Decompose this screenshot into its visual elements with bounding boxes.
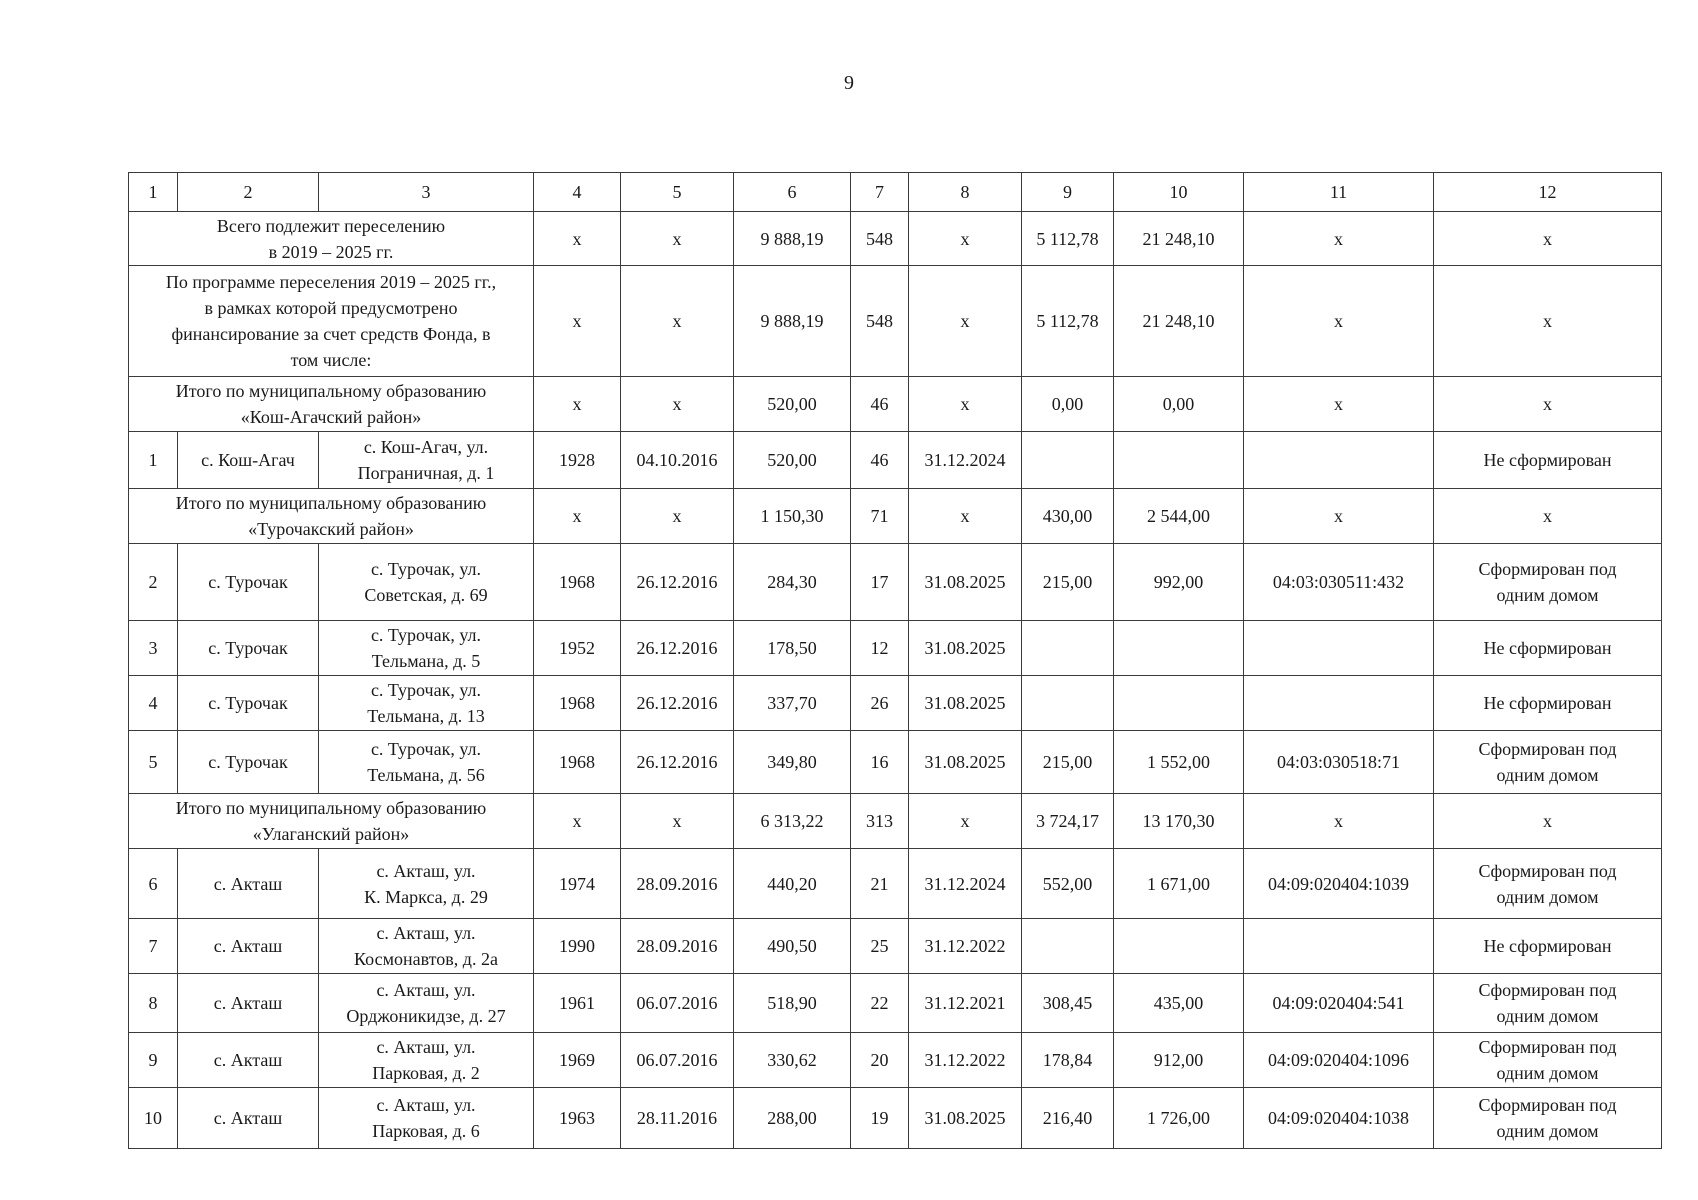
date-cell: 06.07.2016 (621, 1033, 734, 1088)
summary-value: х (621, 489, 734, 544)
summary-value: х (621, 266, 734, 377)
col9-cell: 178,84 (1022, 1033, 1114, 1088)
col10-cell: 1 671,00 (1114, 849, 1244, 919)
resettlement-table (128, 172, 1662, 1149)
summary-value: х (909, 489, 1022, 544)
table-body (129, 173, 1662, 1149)
address-cell: с. Акташ, ул. Парковая, д. 2 (319, 1033, 534, 1088)
settlement-cell: с. Турочак (178, 621, 319, 676)
settlement-cell: с. Акташ (178, 1088, 319, 1149)
header-cell: 3 (319, 173, 534, 212)
summary-row (129, 266, 1662, 377)
area-cell: 518,90 (734, 974, 851, 1033)
deadline-cell: 31.08.2025 (909, 1088, 1022, 1149)
year-cell: 1969 (534, 1033, 621, 1088)
summary-value: 548 (851, 212, 909, 266)
cadastral-number-cell (1244, 919, 1434, 974)
header-cell: 1 (129, 173, 178, 212)
header-cell: 8 (909, 173, 1022, 212)
page-number: 9 (844, 72, 854, 94)
col10-cell (1114, 676, 1244, 731)
people-cell: 26 (851, 676, 909, 731)
area-cell: 284,30 (734, 544, 851, 621)
summary-value: 1 150,30 (734, 489, 851, 544)
summary-label: Итого по муниципальному образованию «Кош-Агачский район» (129, 377, 534, 432)
people-cell: 25 (851, 919, 909, 974)
summary-value: х (1434, 794, 1662, 849)
date-cell: 06.07.2016 (621, 974, 734, 1033)
row-number: 5 (129, 731, 178, 794)
table-row (129, 919, 1662, 974)
table-row (129, 849, 1662, 919)
summary-row (129, 794, 1662, 849)
summary-value: х (621, 212, 734, 266)
summary-value: 21 248,10 (1114, 266, 1244, 377)
deadline-cell: 31.12.2024 (909, 432, 1022, 489)
col10-cell: 1 726,00 (1114, 1088, 1244, 1149)
summary-value: 3 724,17 (1022, 794, 1114, 849)
status-cell: Сформирован под одним домом (1434, 974, 1662, 1033)
summary-value: 46 (851, 377, 909, 432)
date-cell: 28.09.2016 (621, 919, 734, 974)
table-row (129, 432, 1662, 489)
summary-value: х (1434, 377, 1662, 432)
address-cell: с. Акташ, ул. К. Маркса, д. 29 (319, 849, 534, 919)
col10-cell: 1 552,00 (1114, 731, 1244, 794)
row-number: 7 (129, 919, 178, 974)
people-cell: 46 (851, 432, 909, 489)
deadline-cell: 31.12.2022 (909, 919, 1022, 974)
table-row (129, 731, 1662, 794)
cadastral-number-cell (1244, 676, 1434, 731)
summary-label: Итого по муниципальному образованию «Улаганский район» (129, 794, 534, 849)
summary-value: х (534, 212, 621, 266)
people-cell: 19 (851, 1088, 909, 1149)
address-cell: с. Акташ, ул. Орджоникидзе, д. 27 (319, 974, 534, 1033)
summary-value: 71 (851, 489, 909, 544)
year-cell: 1963 (534, 1088, 621, 1149)
table-row (129, 621, 1662, 676)
summary-value: х (534, 266, 621, 377)
table-row (129, 1088, 1662, 1149)
row-number: 8 (129, 974, 178, 1033)
summary-value: х (1244, 266, 1434, 377)
summary-value: х (1434, 489, 1662, 544)
area-cell: 330,62 (734, 1033, 851, 1088)
area-cell: 337,70 (734, 676, 851, 731)
summary-row (129, 212, 1662, 266)
col10-cell: 435,00 (1114, 974, 1244, 1033)
settlement-cell: с. Кош-Агач (178, 432, 319, 489)
settlement-cell: с. Турочак (178, 676, 319, 731)
address-cell: с. Турочак, ул. Тельмана, д. 56 (319, 731, 534, 794)
summary-value: х (1434, 266, 1662, 377)
area-cell: 288,00 (734, 1088, 851, 1149)
table-row (129, 676, 1662, 731)
summary-value: 2 544,00 (1114, 489, 1244, 544)
cadastral-number-cell: 04:09:020404:1038 (1244, 1088, 1434, 1149)
date-cell: 28.11.2016 (621, 1088, 734, 1149)
status-cell: Не сформирован (1434, 432, 1662, 489)
cadastral-number-cell (1244, 432, 1434, 489)
address-cell: с. Турочак, ул. Тельмана, д. 13 (319, 676, 534, 731)
col10-cell: 992,00 (1114, 544, 1244, 621)
people-cell: 17 (851, 544, 909, 621)
header-cell: 2 (178, 173, 319, 212)
area-cell: 349,80 (734, 731, 851, 794)
col9-cell: 308,45 (1022, 974, 1114, 1033)
deadline-cell: 31.08.2025 (909, 544, 1022, 621)
date-cell: 26.12.2016 (621, 731, 734, 794)
col10-cell (1114, 432, 1244, 489)
status-cell: Сформирован под одним домом (1434, 544, 1662, 621)
deadline-cell: 31.12.2022 (909, 1033, 1022, 1088)
header-cell: 7 (851, 173, 909, 212)
date-cell: 28.09.2016 (621, 849, 734, 919)
row-number: 2 (129, 544, 178, 621)
address-cell: с. Акташ, ул. Парковая, д. 6 (319, 1088, 534, 1149)
settlement-cell: с. Акташ (178, 919, 319, 974)
summary-value: х (1434, 212, 1662, 266)
people-cell: 12 (851, 621, 909, 676)
cadastral-number-cell: 04:09:020404:1096 (1244, 1033, 1434, 1088)
col10-cell: 912,00 (1114, 1033, 1244, 1088)
status-cell: Не сформирован (1434, 676, 1662, 731)
summary-value: х (1244, 489, 1434, 544)
summary-label: Всего подлежит переселению в 2019 – 2025 гг. (129, 212, 534, 266)
col9-cell: 552,00 (1022, 849, 1114, 919)
summary-value: 5 112,78 (1022, 212, 1114, 266)
year-cell: 1968 (534, 544, 621, 621)
col10-cell (1114, 621, 1244, 676)
summary-value: 9 888,19 (734, 266, 851, 377)
summary-value: х (1244, 377, 1434, 432)
year-cell: 1974 (534, 849, 621, 919)
area-cell: 178,50 (734, 621, 851, 676)
date-cell: 26.12.2016 (621, 544, 734, 621)
summary-value: 6 313,22 (734, 794, 851, 849)
header-cell: 5 (621, 173, 734, 212)
summary-value: х (1244, 212, 1434, 266)
summary-value: х (534, 377, 621, 432)
row-number: 1 (129, 432, 178, 489)
summary-value: х (909, 794, 1022, 849)
year-cell: 1961 (534, 974, 621, 1033)
header-cell: 11 (1244, 173, 1434, 212)
address-cell: с. Турочак, ул. Советская, д. 69 (319, 544, 534, 621)
settlement-cell: с. Турочак (178, 731, 319, 794)
status-cell: Сформирован под одним домом (1434, 849, 1662, 919)
summary-value: 13 170,30 (1114, 794, 1244, 849)
settlement-cell: с. Акташ (178, 974, 319, 1033)
cadastral-number-cell: 04:03:030518:71 (1244, 731, 1434, 794)
row-number: 4 (129, 676, 178, 731)
status-cell: Сформирован под одним домом (1434, 1088, 1662, 1149)
people-cell: 21 (851, 849, 909, 919)
status-cell: Сформирован под одним домом (1434, 1033, 1662, 1088)
summary-row (129, 489, 1662, 544)
table-row (129, 1033, 1662, 1088)
header-row (129, 173, 1662, 212)
cadastral-number-cell (1244, 621, 1434, 676)
row-number: 3 (129, 621, 178, 676)
date-cell: 26.12.2016 (621, 676, 734, 731)
date-cell: 26.12.2016 (621, 621, 734, 676)
deadline-cell: 31.08.2025 (909, 731, 1022, 794)
row-number: 10 (129, 1088, 178, 1149)
col9-cell: 216,40 (1022, 1088, 1114, 1149)
people-cell: 16 (851, 731, 909, 794)
row-number: 9 (129, 1033, 178, 1088)
summary-value: х (534, 794, 621, 849)
deadline-cell: 31.12.2021 (909, 974, 1022, 1033)
summary-value: 0,00 (1022, 377, 1114, 432)
col9-cell: 215,00 (1022, 544, 1114, 621)
settlement-cell: с. Акташ (178, 849, 319, 919)
status-cell: Не сформирован (1434, 621, 1662, 676)
settlement-cell: с. Акташ (178, 1033, 319, 1088)
summary-value: 21 248,10 (1114, 212, 1244, 266)
year-cell: 1928 (534, 432, 621, 489)
col9-cell (1022, 676, 1114, 731)
year-cell: 1990 (534, 919, 621, 974)
summary-value: 430,00 (1022, 489, 1114, 544)
status-cell: Не сформирован (1434, 919, 1662, 974)
summary-value: х (1244, 794, 1434, 849)
cadastral-number-cell: 04:09:020404:541 (1244, 974, 1434, 1033)
summary-value: х (621, 794, 734, 849)
header-cell: 12 (1434, 173, 1662, 212)
header-cell: 4 (534, 173, 621, 212)
header-cell: 6 (734, 173, 851, 212)
col10-cell (1114, 919, 1244, 974)
address-cell: с. Акташ, ул. Космонавтов, д. 2а (319, 919, 534, 974)
table-row (129, 974, 1662, 1033)
settlement-cell: с. Турочак (178, 544, 319, 621)
people-cell: 20 (851, 1033, 909, 1088)
col9-cell: 215,00 (1022, 731, 1114, 794)
header-cell: 10 (1114, 173, 1244, 212)
header-cell: 9 (1022, 173, 1114, 212)
summary-value: х (909, 212, 1022, 266)
summary-value: 5 112,78 (1022, 266, 1114, 377)
address-cell: с. Турочак, ул. Тельмана, д. 5 (319, 621, 534, 676)
summary-value: х (909, 377, 1022, 432)
col9-cell (1022, 621, 1114, 676)
summary-value: 520,00 (734, 377, 851, 432)
summary-label: По программе переселения 2019 – 2025 гг., в рамках которой предусмотрено финансирование за счет средств Фонда, в том числе: (129, 266, 534, 377)
row-number: 6 (129, 849, 178, 919)
year-cell: 1968 (534, 676, 621, 731)
date-cell: 04.10.2016 (621, 432, 734, 489)
area-cell: 490,50 (734, 919, 851, 974)
summary-value: х (534, 489, 621, 544)
summary-value: х (909, 266, 1022, 377)
area-cell: 440,20 (734, 849, 851, 919)
deadline-cell: 31.08.2025 (909, 621, 1022, 676)
deadline-cell: 31.12.2024 (909, 849, 1022, 919)
status-cell: Сформирован под одним домом (1434, 731, 1662, 794)
summary-value: 313 (851, 794, 909, 849)
summary-label: Итого по муниципальному образованию «Турочакский район» (129, 489, 534, 544)
cadastral-number-cell: 04:09:020404:1039 (1244, 849, 1434, 919)
year-cell: 1952 (534, 621, 621, 676)
summary-row (129, 377, 1662, 432)
summary-value: х (621, 377, 734, 432)
cadastral-number-cell: 04:03:030511:432 (1244, 544, 1434, 621)
people-cell: 22 (851, 974, 909, 1033)
summary-value: 9 888,19 (734, 212, 851, 266)
summary-value: 0,00 (1114, 377, 1244, 432)
address-cell: с. Кош-Агач, ул. Пограничная, д. 1 (319, 432, 534, 489)
summary-value: 548 (851, 266, 909, 377)
area-cell: 520,00 (734, 432, 851, 489)
col9-cell (1022, 432, 1114, 489)
deadline-cell: 31.08.2025 (909, 676, 1022, 731)
col9-cell (1022, 919, 1114, 974)
table-row (129, 544, 1662, 621)
year-cell: 1968 (534, 731, 621, 794)
